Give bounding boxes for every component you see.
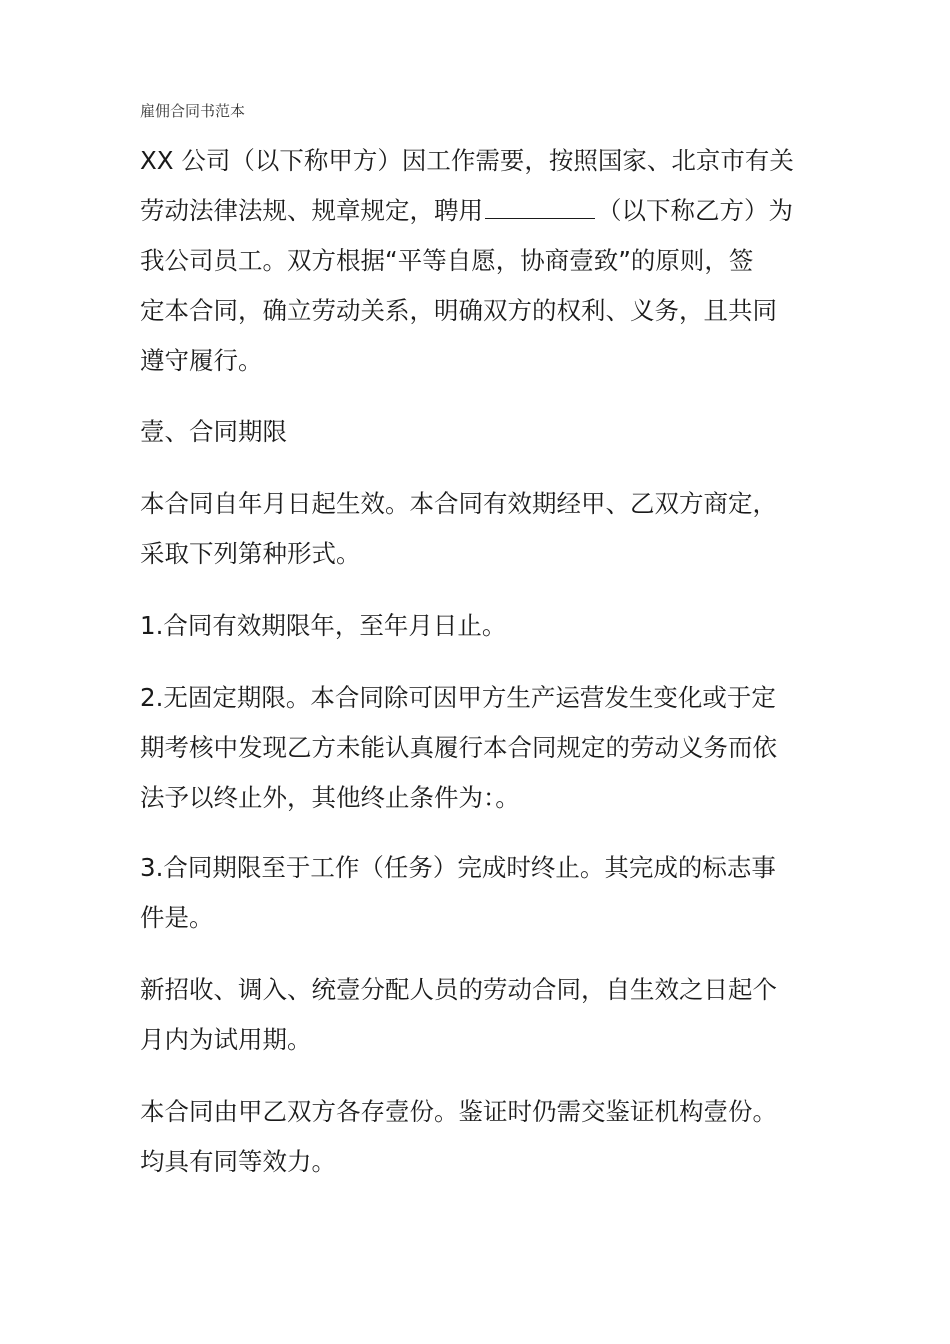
term-line: 采取下列第种形式。 [140, 539, 361, 568]
option-line: 2.无固定期限。本合同除可因甲方生产运营发生变化或于定 [140, 683, 776, 712]
option-line: 1.合同有效期限年，至年月日止。 [140, 611, 507, 640]
section-heading-text: 壹、合同期限 [140, 417, 287, 446]
option-line: 法予以终止外，其他终止条件为：。 [140, 783, 520, 812]
option-line: 件是。 [140, 903, 214, 932]
option-line: 3.合同期限至于工作（任务）完成时终止。其完成的标志事 [140, 853, 776, 882]
term-option-3 [140, 843, 830, 943]
intro-line-part: （以下称乙方）为 [597, 196, 793, 225]
term-option-2 [140, 673, 830, 823]
intro-line: 遵守履行。 [140, 346, 263, 375]
intro-paragraph [140, 136, 830, 386]
intro-line: 我公司员工。双方根据“平等自愿，协商壹致”的原则，签 [140, 246, 754, 275]
term-paragraph [140, 479, 830, 579]
probation-line: 新招收、调入、统壹分配人员的劳动合同，自生效之日起个 [140, 975, 777, 1004]
probation-paragraph [140, 965, 830, 1065]
intro-line-part: 劳动法律法规、规章规定，聘用 [140, 196, 483, 225]
intro-line: 定本合同，确立劳动关系，明确双方的权利、义务，且共同 [140, 296, 777, 325]
document-header: 雇佣合同书范本 [140, 102, 246, 120]
section-heading [140, 407, 830, 457]
term-option-1 [140, 601, 830, 651]
intro-line [140, 186, 830, 236]
copies-line: 均具有同等效力。 [140, 1147, 336, 1176]
term-line: 本合同自年月日起生效。本合同有效期经甲、乙双方商定， [140, 489, 777, 518]
option-line: 期考核中发现乙方未能认真履行本合同规定的劳动义务而依 [140, 733, 777, 762]
probation-line: 月内为试用期。 [140, 1025, 312, 1054]
name-blank [485, 192, 595, 219]
copies-paragraph [140, 1087, 830, 1187]
intro-line: XX 公司（以下称甲方）因工作需要，按照国家、北京市有关 [140, 146, 794, 175]
copies-line: 本合同由甲乙双方各存壹份。鉴证时仍需交鉴证机构壹份。 [140, 1097, 777, 1126]
